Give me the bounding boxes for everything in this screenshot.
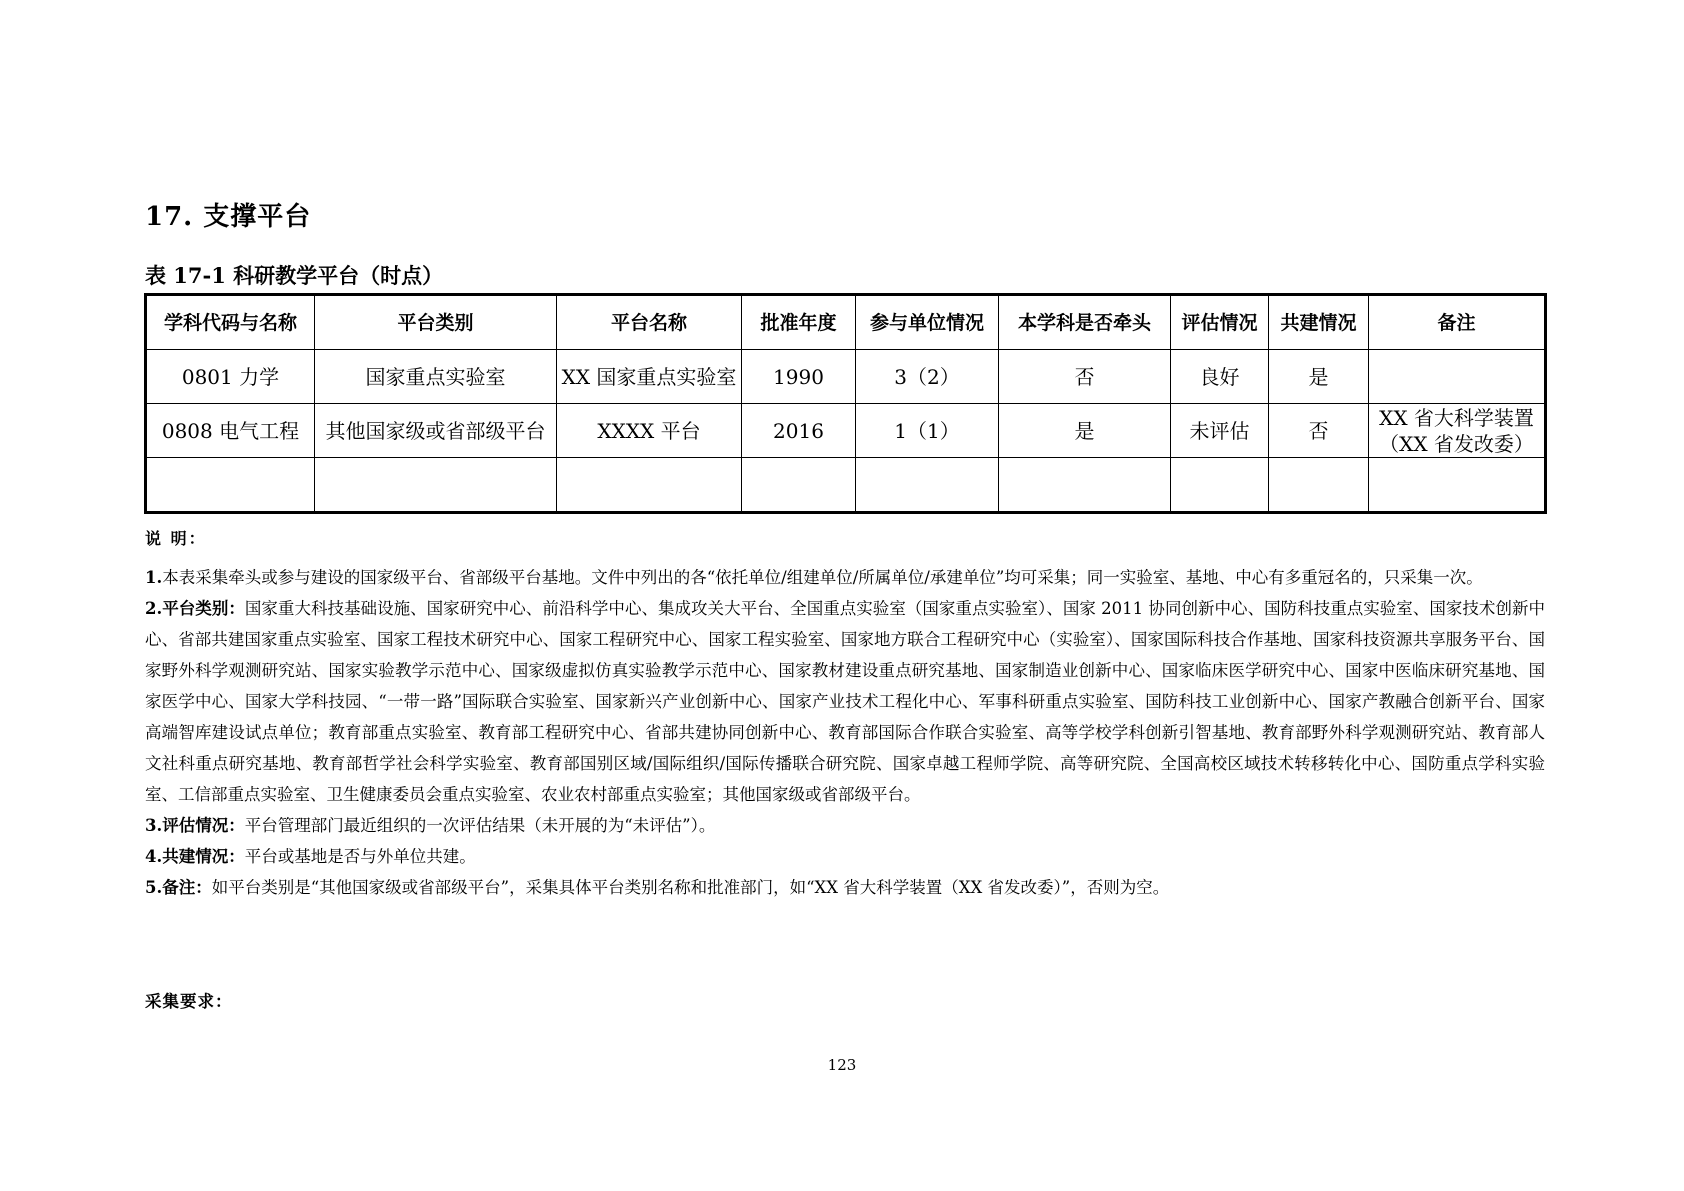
note-item [145,810,1545,841]
table-cell: XXXX 平台 [557,404,742,458]
header-cell: 参与单位情况 [856,295,999,350]
note-text: 本表采集牵头或参与建设的国家级平台、省部级平台基地。文件中列出的各“依托单位/组建单位/所属单位/承建单位”均可采集；同一实验室、基地、中心有多重冠名的，只采集一次。 [162,568,1483,587]
note-text: 平台管理部门最近组织的一次评估结果（未开展的为“未评估”）。 [244,816,716,835]
table-cell: 0808 电气工程 [146,404,315,458]
note-text: 平台或基地是否与外单位共建。 [244,847,476,866]
table-cell: 3（2） [856,350,999,404]
header-cell: 学科代码与名称 [146,295,315,350]
table-cell: 国家重点实验室 [315,350,557,404]
platform-table [144,293,1547,514]
table-cell: 良好 [1171,350,1269,404]
table-cell: 否 [999,350,1171,404]
note-item [145,593,1545,810]
table-cell [1369,458,1546,513]
header-cell: 备注 [1369,295,1546,350]
header-cell: 本学科是否牵头 [999,295,1171,350]
table-cell [856,458,999,513]
note-item [145,841,1545,872]
table-cell [1171,458,1269,513]
collect-requirements-label: 采集要求： [145,992,233,1011]
table-cell: 是 [1269,350,1369,404]
table-cell: 1（1） [856,404,999,458]
table-header-row [146,295,1546,350]
note-label: 2.平台类别： [145,599,245,618]
table-cell [742,458,856,513]
table-cell: 是 [999,404,1171,458]
table-cell [146,458,315,513]
table-title: 表 17-1 科研教学平台（时点） [145,263,444,288]
note-text: 国家重大科技基础设施、国家研究中心、前沿科学中心、集成攻关大平台、全国重点实验室（国家重点实验室）、国家 2011 协同创新中心、国防科技重点实验室、国家技术创新中心、省部共建国家重点实验室、国家工程技术研究中心、国家工程研究中心、国家工程实验室、国家地方联合工程研究中心（实验室）、国家国际科技合作基地、国家科技资源共享服务平台、国家野外科学观测研究站、国家实验教学示范中心、国家级虚拟仿真实验教学示范中心、国家教材建设重点研究基地、国家制造业创新中心、国家临床医学研究中心、国家中医临床研究基地、国家医学中心、国家大学科技园、“一带一路”国际联合实验室、国家新兴产业创新中心、国家产业技术工程化中心、军事科研重点实验室、国防科技工业创新中心、国家产教融合创新平台、国家高端智库建设试点单位；教育部重点实验室、教育部工程研究中心、省部共建协同创新中心、教育部国际合作联合实验室、高等学校学科创新引智基地、教育部野外科学观测研究站、教育部人文社科重点研究基地、教育部哲学社会科学实验室、教育部国别区域/国际组织/国际传播联合研究院、国家卓越工程师学院、高等研究院、全国高校区域技术转移转化中心、国防重点学科实验室、工信部重点实验室、卫生健康委员会重点实验室、农业农村部重点实验室；其他国家级或省部级平台。 [145,599,1545,804]
section-title: 17. 支撑平台 [145,202,312,232]
header-cell: 共建情况 [1269,295,1369,350]
page-number: 123 [827,1056,857,1074]
table-cell: 2016 [742,404,856,458]
notes-label: 说 明： [145,529,207,548]
table-cell: 1990 [742,350,856,404]
table-row [146,404,1546,458]
table-row [146,350,1546,404]
table-cell: 0801 力学 [146,350,315,404]
note-item [145,562,1545,593]
table-cell [315,458,557,513]
table-row [146,458,1546,513]
header-cell: 平台名称 [557,295,742,350]
table-cell: XX 国家重点实验室 [557,350,742,404]
note-label: 3.评估情况： [145,816,245,835]
note-text: 如平台类别是“其他国家级或省部级平台”，采集具体平台类别名称和批准部门，如“XX 省大科学装置（XX 省发改委）”，否则为空。 [211,878,1170,897]
note-item [145,872,1545,903]
table-cell: XX 省大科学装置（XX 省发改委） [1369,404,1546,458]
header-cell: 评估情况 [1171,295,1269,350]
table-cell [557,458,742,513]
table-cell: 其他国家级或省部级平台 [315,404,557,458]
table-cell [1269,458,1369,513]
table-cell [999,458,1171,513]
table-cell [1369,350,1546,404]
table-cell: 未评估 [1171,404,1269,458]
notes [145,562,1545,903]
table-cell: 否 [1269,404,1369,458]
header-cell: 平台类别 [315,295,557,350]
note-label: 1. [145,568,163,587]
header-cell: 批准年度 [742,295,856,350]
note-label: 5.备注： [145,878,212,897]
note-label: 4.共建情况： [145,847,245,866]
